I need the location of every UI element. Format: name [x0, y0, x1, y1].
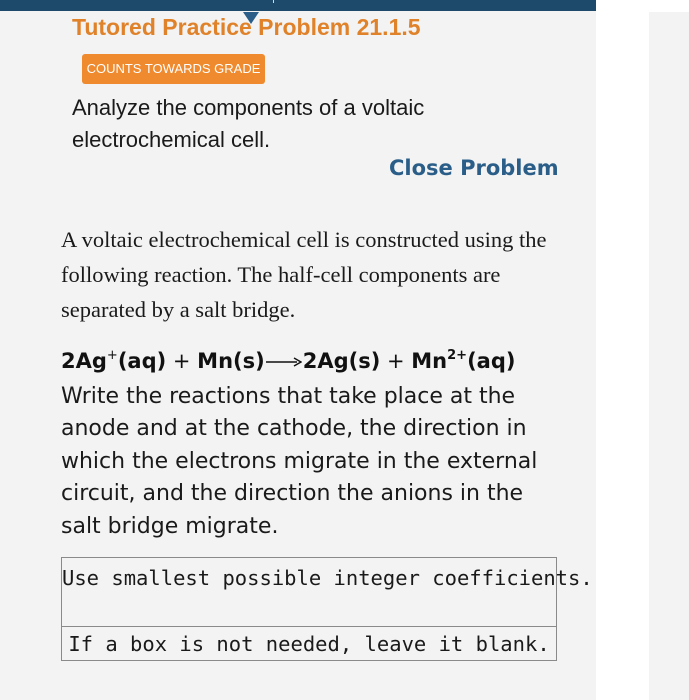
product-manganese: Mn	[411, 349, 448, 373]
reactant-silver-state: (aq)	[117, 349, 167, 373]
problem-intro: A voltaic electrochemical cell is constructed using the following reaction. The half-cell components are separated by a salt bridge.	[61, 227, 547, 322]
product-silver: 2Ag(s)	[302, 349, 381, 373]
problem-summary: Analyze the components of a voltaic electrochemical cell.	[72, 95, 425, 152]
product-manganese-state: (aq)	[467, 349, 516, 373]
reactant-silver-charge: +	[106, 348, 118, 363]
coefficient-hint: Use smallest possible integer coefficients.	[61, 557, 557, 627]
close-problem-link[interactable]: Close Problem	[389, 156, 559, 180]
reaction-arrow-icon	[266, 356, 302, 368]
caret-down-icon[interactable]	[243, 12, 259, 24]
problem-instructions: Write the reactions that take place at the anode and at the cathode, the direction in which the electrons migrate in the external circuit, and the direction the anions in the salt bridge migrate.	[61, 384, 538, 539]
blank-box-hint: If a box is not needed, leave it blank.	[61, 626, 557, 661]
scroll-gutter	[649, 12, 689, 700]
reactant-silver: 2Ag	[61, 349, 107, 373]
grade-badge: COUNTS TOWARDS GRADE	[82, 54, 265, 84]
reactant-manganese: Mn(s)	[197, 349, 265, 373]
plus-sign: +	[166, 349, 198, 373]
problem-title: Tutored Practice Problem 21.1.5	[72, 14, 421, 40]
plus-sign: +	[380, 349, 412, 373]
reaction-equation	[61, 346, 515, 376]
top-bar-tick	[273, 0, 274, 3]
product-manganese-charge: 2+	[447, 348, 468, 363]
top-bar	[0, 0, 596, 11]
